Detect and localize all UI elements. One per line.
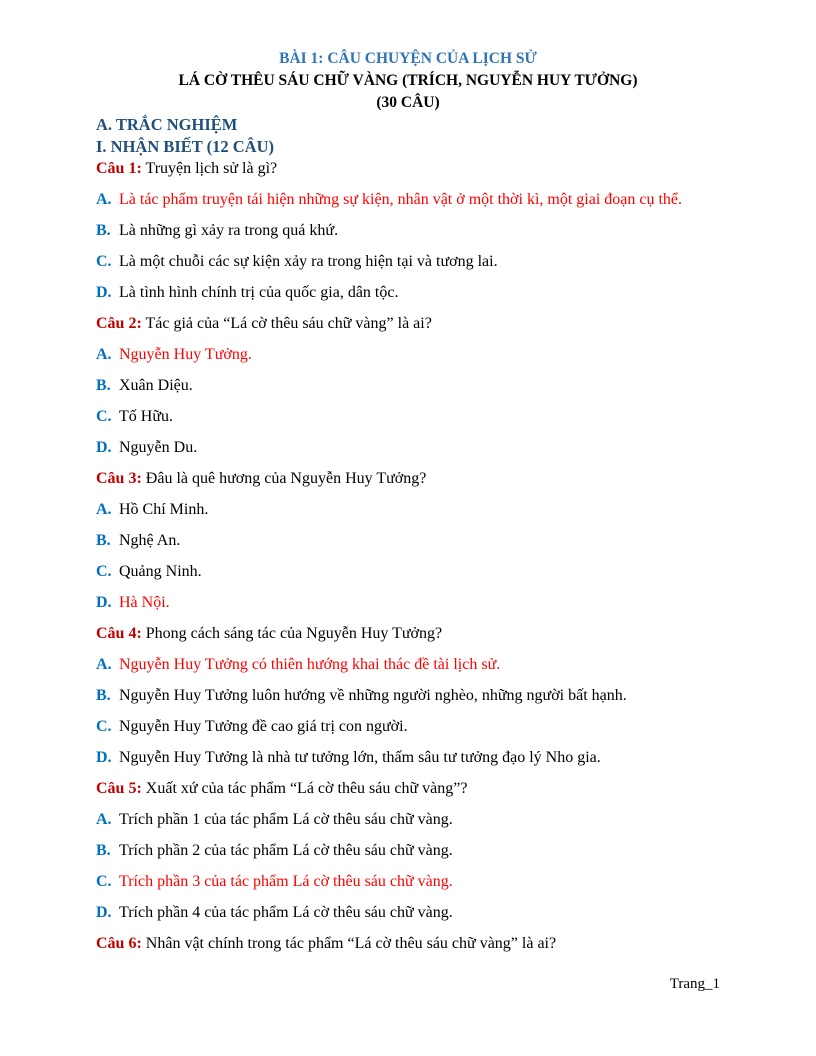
option-a: A. Nguyễn Huy Tưởng. [96, 346, 252, 363]
question-text: Truyện lịch sử là gì? [145, 160, 278, 177]
option-c: C. Tố Hữu. [96, 408, 173, 425]
question-count: (30 CÂU) [376, 94, 440, 111]
option-d: D. Nguyễn Huy Tưởng là nhà tư tưởng lớn, thấm sâu tư tưởng đạo lý Nho gia. [96, 749, 601, 766]
option-a: A. Trích phần 1 của tác phẩm Lá cờ thêu sáu chữ vàng. [96, 811, 453, 828]
option-b: B. Xuân Diệu. [96, 377, 193, 394]
question-5 [96, 778, 720, 924]
work-title: LÁ CỜ THÊU SÁU CHỮ VÀNG (TRÍCH, NGUYỄN HUY TƯỞNG) [178, 72, 638, 89]
option-b: B. Nguyễn Huy Tưởng luôn hướng về những người nghèo, những người bất hạnh. [96, 687, 627, 704]
question-number: Câu 6: [96, 935, 142, 952]
page-number: Trang_1 [669, 976, 720, 992]
question-number: Câu 2: [96, 315, 142, 332]
option-a: A. Nguyễn Huy Tưởng có thiên hướng khai thác đề tài lịch sử. [96, 656, 501, 673]
question-number: Câu 1: [96, 160, 142, 177]
question-text: Nhân vật chính trong tác phẩm “Lá cờ thêu sáu chữ vàng” là ai? [145, 935, 557, 952]
option-a: A. Hồ Chí Minh. [96, 501, 209, 518]
question-text: Phong cách sáng tác của Nguyễn Huy Tưởng? [145, 625, 443, 642]
question-4 [96, 623, 720, 769]
question-1 [96, 158, 720, 304]
question-text: Tác giả của “Lá cờ thêu sáu chữ vàng” là ai? [145, 315, 432, 332]
option-b: B. Nghệ An. [96, 532, 181, 549]
question-text: Xuất xứ của tác phẩm “Lá cờ thêu sáu chữ vàng”? [145, 780, 468, 797]
question-number: Câu 5: [96, 780, 142, 797]
question-number: Câu 4: [96, 625, 142, 642]
option-d: D. Là tình hình chính trị của quốc gia, dân tộc. [96, 284, 399, 301]
question-3 [96, 468, 720, 614]
option-b: B. Trích phần 2 của tác phẩm Lá cờ thêu sáu chữ vàng. [96, 842, 453, 859]
lesson-title: BÀI 1: CÂU CHUYỆN CỦA LỊCH SỬ [279, 50, 537, 67]
option-d: D. Hà Nội. [96, 594, 170, 611]
option-a: A. Là tác phẩm truyện tái hiện những sự kiện, nhân vật ở một thời kì, một giai đoạn cụ thể. [96, 191, 683, 208]
section-i-heading: I. NHẬN BIẾT (12 CÂU) [96, 137, 275, 156]
option-c: C. Là một chuỗi các sự kiện xảy ra trong hiện tại và tương lai. [96, 253, 498, 270]
option-c: C. Trích phần 3 của tác phẩm Lá cờ thêu sáu chữ vàng. [96, 873, 453, 890]
option-d: D. Nguyễn Du. [96, 439, 198, 456]
option-b: B. Là những gì xảy ra trong quá khứ. [96, 222, 339, 239]
question-text: Đâu là quê hương của Nguyễn Huy Tưởng? [145, 470, 427, 487]
question-2 [96, 313, 720, 459]
document-page [96, 48, 720, 955]
question-number: Câu 3: [96, 470, 142, 487]
question-6 [96, 933, 720, 955]
option-c: C. Quảng Ninh. [96, 563, 202, 580]
section-a-heading: A. TRẮC NGHIỆM [96, 115, 238, 134]
option-c: C. Nguyễn Huy Tưởng đề cao giá trị con người. [96, 718, 408, 735]
option-d: D. Trích phần 4 của tác phẩm Lá cờ thêu sáu chữ vàng. [96, 904, 453, 921]
